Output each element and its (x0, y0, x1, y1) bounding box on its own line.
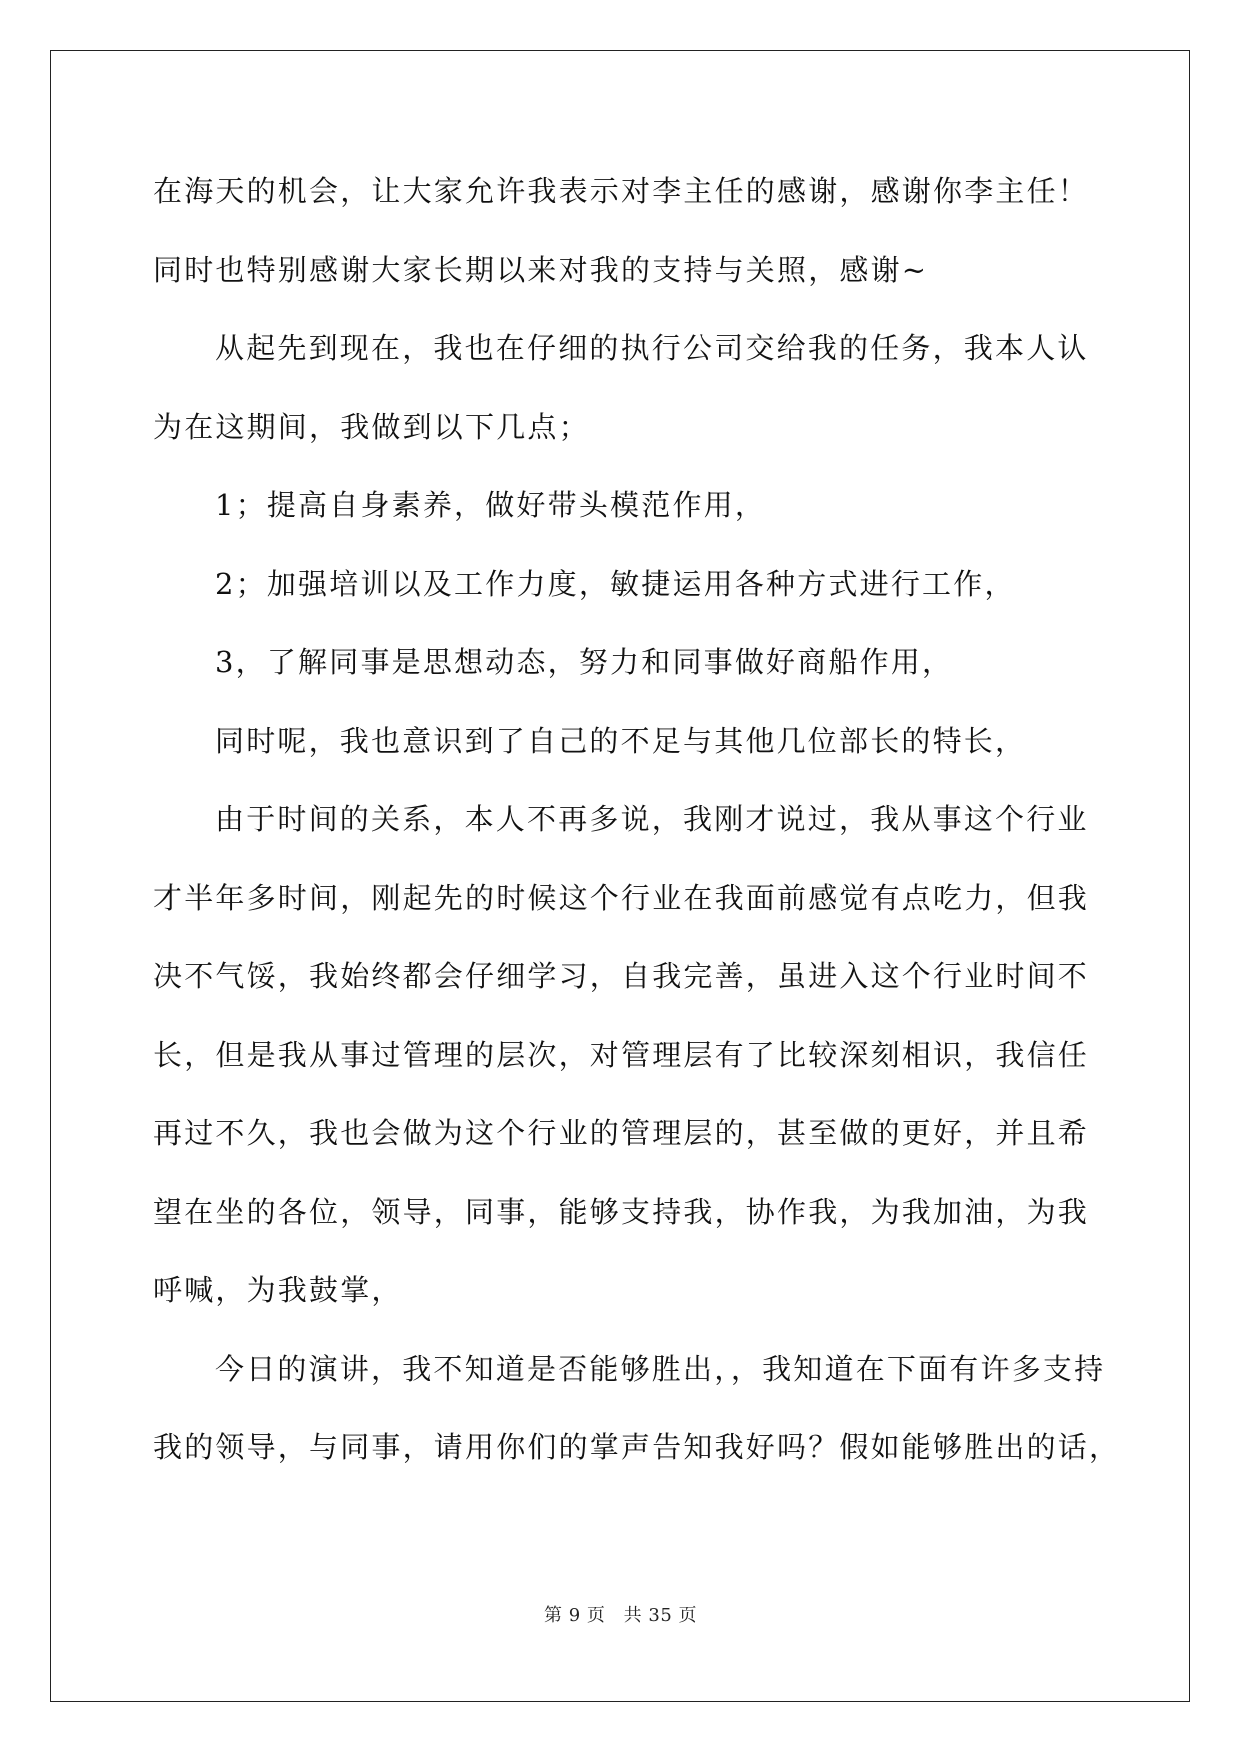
text-line: 长，但是我从事过管理的层次，对管理层有了比较深刻相识，我信任 (153, 1037, 1090, 1072)
text-line: 才半年多时间，刚起先的时候这个行业在我面前感觉有点吃力，但我 (153, 880, 1090, 915)
text-line: 呼喊，为我鼓掌， (153, 1273, 403, 1307)
text-line: 同时也特别感谢大家长期以来对我的支持与关照，感谢~ (153, 252, 929, 287)
text-line: 2；加强培训以及工作力度，敏捷运用各种方式进行工作， (215, 566, 1016, 601)
text-line: 3，了解同事是思想动态，努力和同事做好商船作用， (215, 645, 954, 679)
text-line: 再过不久，我也会做为这个行业的管理层的，甚至做的更好，并且希 (153, 1116, 1090, 1150)
text-line: 我的领导，与同事，请用你们的掌声告知我好吗？假如能够胜出的话， (153, 1430, 1121, 1464)
text-line: 在海天的机会，让大家允许我表示对李主任的感谢，感谢你李主任！ (153, 174, 1090, 208)
page-footer (0, 1601, 1241, 1627)
text-line: 今日的演讲，我不知道是否能够胜出，，我知道在下面有许多支持 (215, 1351, 1106, 1386)
text-line: 为在这期间，我做到以下几点； (153, 409, 590, 444)
document-body (153, 152, 1121, 1487)
text-line: 同时呢，我也意识到了自己的不足与其他几位部长的特长， (215, 723, 1027, 758)
text-line: 决不气馁，我始终都会仔细学习，自我完善，虽进入这个行业时间不 (153, 959, 1090, 993)
text-line: 望在坐的各位，领导，同事，能够支持我，协作我，为我加油，为我 (153, 1194, 1090, 1229)
current-page-label: 第 9 页 (544, 1605, 606, 1626)
text-line: 从起先到现在，我也在仔细的执行公司交给我的任务，我本人认 (215, 331, 1089, 365)
total-pages-label: 共 35 页 (623, 1605, 697, 1626)
text-line: 1；提高自身素养，做好带头模范作用， (215, 488, 767, 522)
text-line: 由于时间的关系，本人不再多说，我刚才说过，我从事这个行业 (215, 802, 1089, 836)
